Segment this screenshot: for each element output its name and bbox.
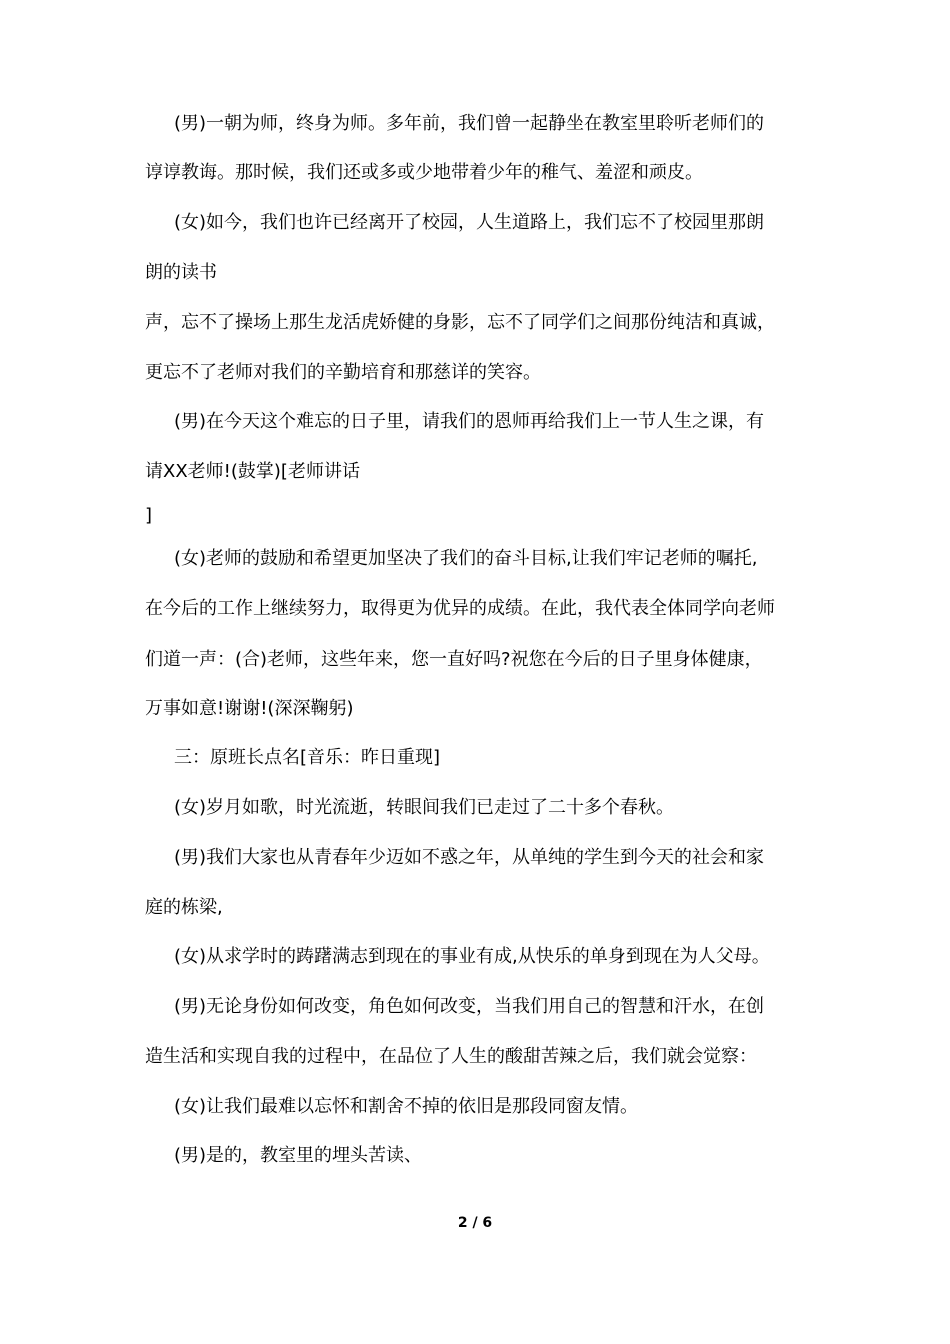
text-line: 请XX老师!(鼓掌)[老师讲话 — [145, 461, 360, 482]
text-line: (男)是的，教室里的埋头苦读、 — [174, 1145, 423, 1166]
text-line: 在今后的工作上继续努力，取得更为优异的成绩。在此，我代表全体同学向老师 — [145, 598, 775, 619]
text-line: (女)岁月如歌，时光流逝，转眼间我们已走过了二十多个春秋。 — [174, 797, 675, 818]
text-line: 声，忘不了操场上那生龙活虎娇健的身影，忘不了同学们之间那份纯洁和真诚， — [145, 312, 775, 333]
text-line: (男)在今天这个难忘的日子里，请我们的恩师再给我们上一节人生之课，有 — [174, 411, 765, 432]
text-line: (男)无论身份如何改变，角色如何改变，当我们用自己的智慧和汗水，在创 — [174, 996, 765, 1017]
section-heading: 三：原班长点名[音乐：昨日重现] — [174, 747, 441, 768]
text-line: 造生活和实现自我的过程中，在品位了人生的酸甜苦辣之后，我们就会觉察： — [145, 1046, 757, 1067]
text-line: 谆谆教诲。那时候，我们还或多或少地带着少年的稚气、羞涩和顽皮。 — [145, 162, 703, 183]
text-line: 更忘不了老师对我们的辛勤培育和那慈详的笑容。 — [145, 362, 541, 383]
text-line: (男)我们大家也从青春年少迈如不惑之年，从单纯的学生到今天的社会和家 — [174, 847, 765, 868]
text-line: 们道一声：(合)老师，这些年来，您一直好吗?祝您在今后的日子里身体健康， — [145, 649, 763, 670]
text-line: (男)一朝为师，终身为师。多年前，我们曾一起静坐在教室里聆听老师们的 — [174, 113, 765, 134]
page-number: 2 / 6 — [457, 1215, 493, 1231]
text-line: (女)如今，我们也许已经离开了校园，人生道路上，我们忘不了校园里那朗 — [174, 212, 765, 233]
text-line: 庭的栋梁, — [145, 897, 223, 918]
text-line: (女)让我们最难以忘怀和割舍不掉的依旧是那段同窗友情。 — [174, 1096, 639, 1117]
text-line: 万事如意!谢谢!(深深鞠躬) — [145, 698, 354, 719]
text-line: 朗的读书 — [145, 262, 217, 283]
text-line: (女)从求学时的踌躇满志到现在的事业有成,从快乐的单身到现在为人父母。 — [174, 946, 770, 967]
text-line: ] — [145, 505, 153, 526]
text-line: (女)老师的鼓励和希望更加坚决了我们的奋斗目标,让我们牢记老师的嘱托, — [174, 548, 758, 569]
